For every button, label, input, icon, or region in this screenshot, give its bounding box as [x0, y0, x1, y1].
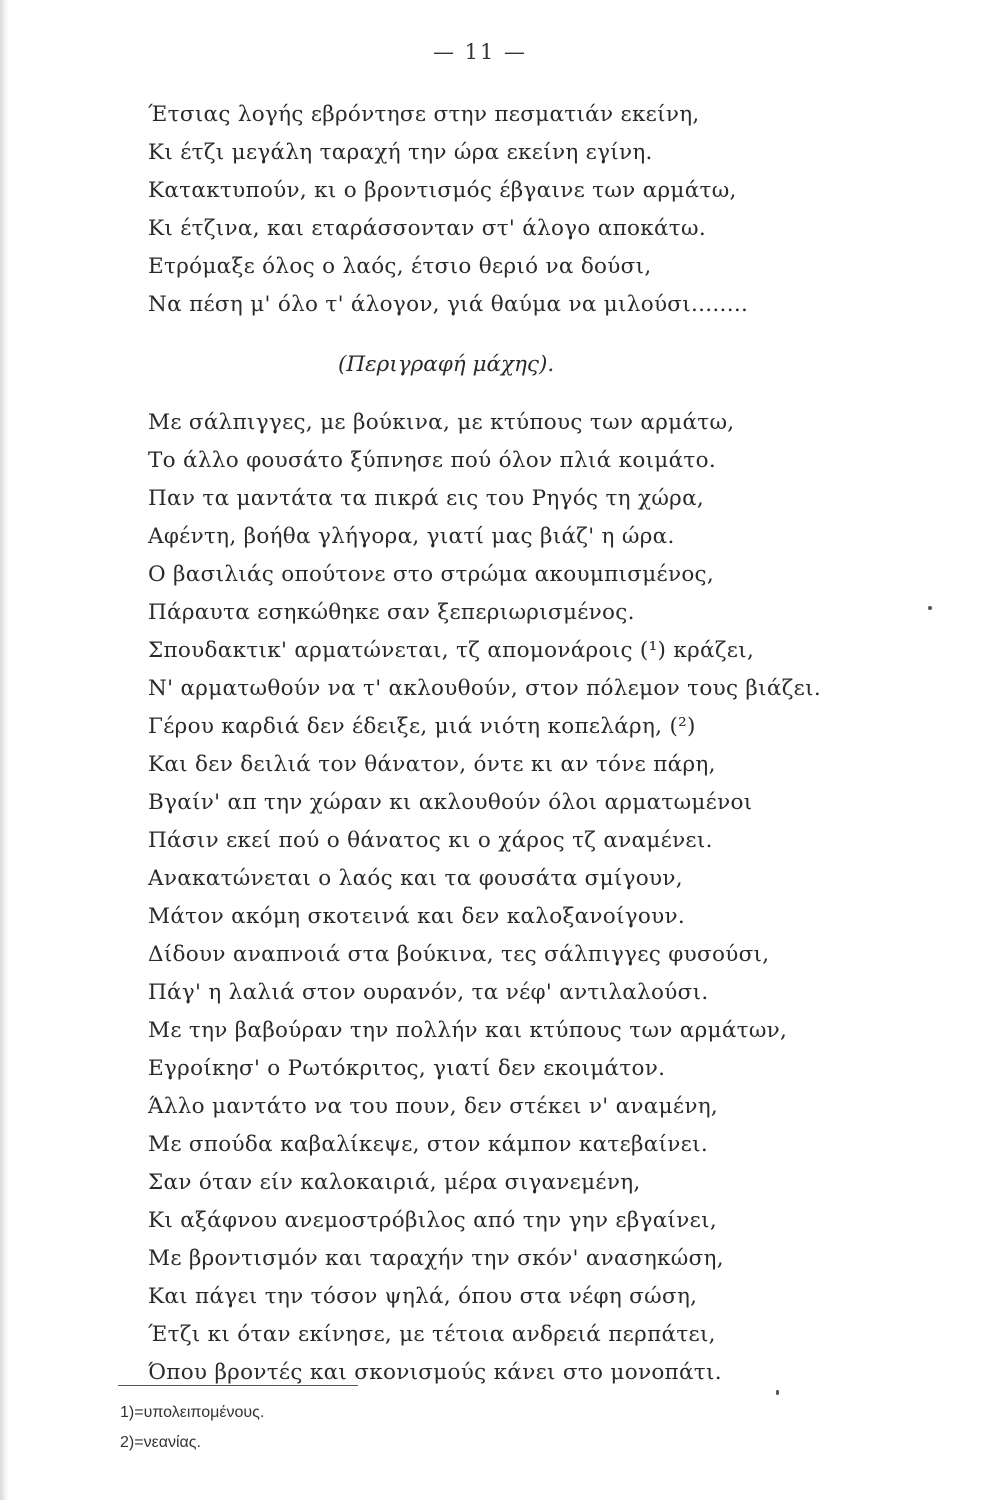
- verse-line: Κι έτζινα, και εταράσσονταν στ' άλογο αποκάτω.: [148, 216, 706, 241]
- verse-line: Με την βαβούραν την πολλήν και κτύπους των αρμάτων,: [148, 1018, 788, 1043]
- verse-line: Πάραυτα εσηκώθηκε σαν ξεπεριωρισμένος.: [148, 600, 635, 625]
- verse-line: Σπουδακτικ' αρματώνεται, τζ απομονάροις (¹) κράζει,: [148, 638, 755, 663]
- stanza-1: [148, 96, 948, 324]
- verse-line: Δίδουν αναπνοιά στα βούκινα, τες σάλπιγγες φυσούσι,: [148, 942, 770, 967]
- verse-line: Κι έτζι μεγάλη ταραχή την ώρα εκείνη εγίνη.: [148, 140, 653, 165]
- verse-line: Πάγ' η λαλιά στον ουρανόν, τα νέφ' αντιλαλούσι.: [148, 980, 709, 1005]
- verse-line: Εγροίκησ' ο Ρωτόκριτος, γιατί δεν εκοιμάτον.: [148, 1056, 666, 1081]
- section-heading: (Περιγραφή μάχης).: [338, 352, 555, 377]
- verse-line: Κι αξάφνου ανεμοστρόβιλος από την γην εβγαίνει,: [148, 1208, 717, 1233]
- verse-line: Ανακατώνεται ο λαός και τα φουσάτα σμίγουν,: [148, 866, 683, 891]
- footnotes: [120, 1398, 264, 1458]
- verse-line: Να πέση μ' όλο τ' άλογον, γιά θαύμα να μιλούσι........: [148, 292, 749, 317]
- verse-line: Άλλο μαντάτο να του πουν, δεν στέκει ν' αναμένη,: [148, 1094, 719, 1119]
- verse-line: Σαν όταν είν καλοκαιριά, μέρα σιγανεμένη,: [148, 1170, 641, 1195]
- verse-line: Παν τα μαντάτα τα πικρά εις του Ρηγός τη χώρα,: [148, 486, 705, 511]
- verse-line: Και δεν δειλιά τον θάνατον, όντε κι αν τόνε πάρη,: [148, 752, 716, 777]
- verse-line: Ν' αρματωθούν να τ' ακλουθούν, στον πόλεμον τους βιάζει.: [148, 676, 821, 701]
- verse-line: Με σπούδα καβαλίκεψε, στον κάμπον κατεβαίνει.: [148, 1132, 708, 1157]
- page-number: — 11 —: [432, 40, 528, 64]
- verse-line: Αφέντη, βοήθα γλήγορα, γιατί μας βιάζ' η ώρα.: [148, 524, 675, 549]
- verse-line: Ο βασιλιάς οπούτονε στο στρώμα ακουμπισμένος,: [148, 562, 715, 587]
- verse-line: Βγαίν' απ την χώραν κι ακλουθούν όλοι αρματωμένοι: [148, 790, 753, 815]
- verse-line: Και πάγει την τόσον ψηλά, όπου στα νέφη σώση,: [148, 1284, 698, 1309]
- footnote-2: 2)=νεανίας.: [120, 1434, 201, 1451]
- verse-line: Πάσιν εκεί πού ο θάνατος κι ο χάρος τζ αναμένει.: [148, 828, 713, 853]
- verse-line: Κατακτυπούν, κι ο βροντισμός έβγαινε των αρμάτω,: [148, 178, 737, 203]
- footnote-divider: [118, 1385, 358, 1386]
- verse-line: Με βροντισμόν και ταραχήν την σκόν' ανασηκώση,: [148, 1246, 724, 1271]
- footnote-1: 1)=υπολειπομένους.: [120, 1404, 265, 1421]
- page-edge-shadow: [0, 0, 9, 1500]
- ink-speck: [776, 1390, 779, 1395]
- poem-text: [148, 96, 948, 1392]
- stanza-2: [148, 404, 948, 1392]
- verse-line: Ετρόμαξε όλος ο λαός, έτσιο θεριό να δούσι,: [148, 254, 652, 279]
- verse-line: Το άλλο φουσάτο ξύπνησε πού όλον πλιά κοιμάτο.: [148, 448, 716, 473]
- verse-line: Γέρου καρδιά δεν έδειξε, μιά νιότη κοπελάρη, (²): [148, 714, 696, 739]
- ink-speck: [928, 606, 932, 610]
- verse-line: Έτσιας λογής εβρόντησε στην πεσματιάν εκείνη,: [148, 102, 700, 127]
- verse-line: Έτζι κι όταν εκίνησε, με τέτοια ανδρειά περπάτει,: [148, 1322, 716, 1347]
- verse-line: Με σάλπιγγες, με βούκινα, με κτύπους των αρμάτω,: [148, 410, 735, 435]
- verse-line: Όπου βροντές και σκονισμούς κάνει στο μονοπάτι.: [148, 1360, 722, 1385]
- verse-line: Μάτον ακόμη σκοτεινά και δεν καλοξανοίγουν.: [148, 904, 686, 929]
